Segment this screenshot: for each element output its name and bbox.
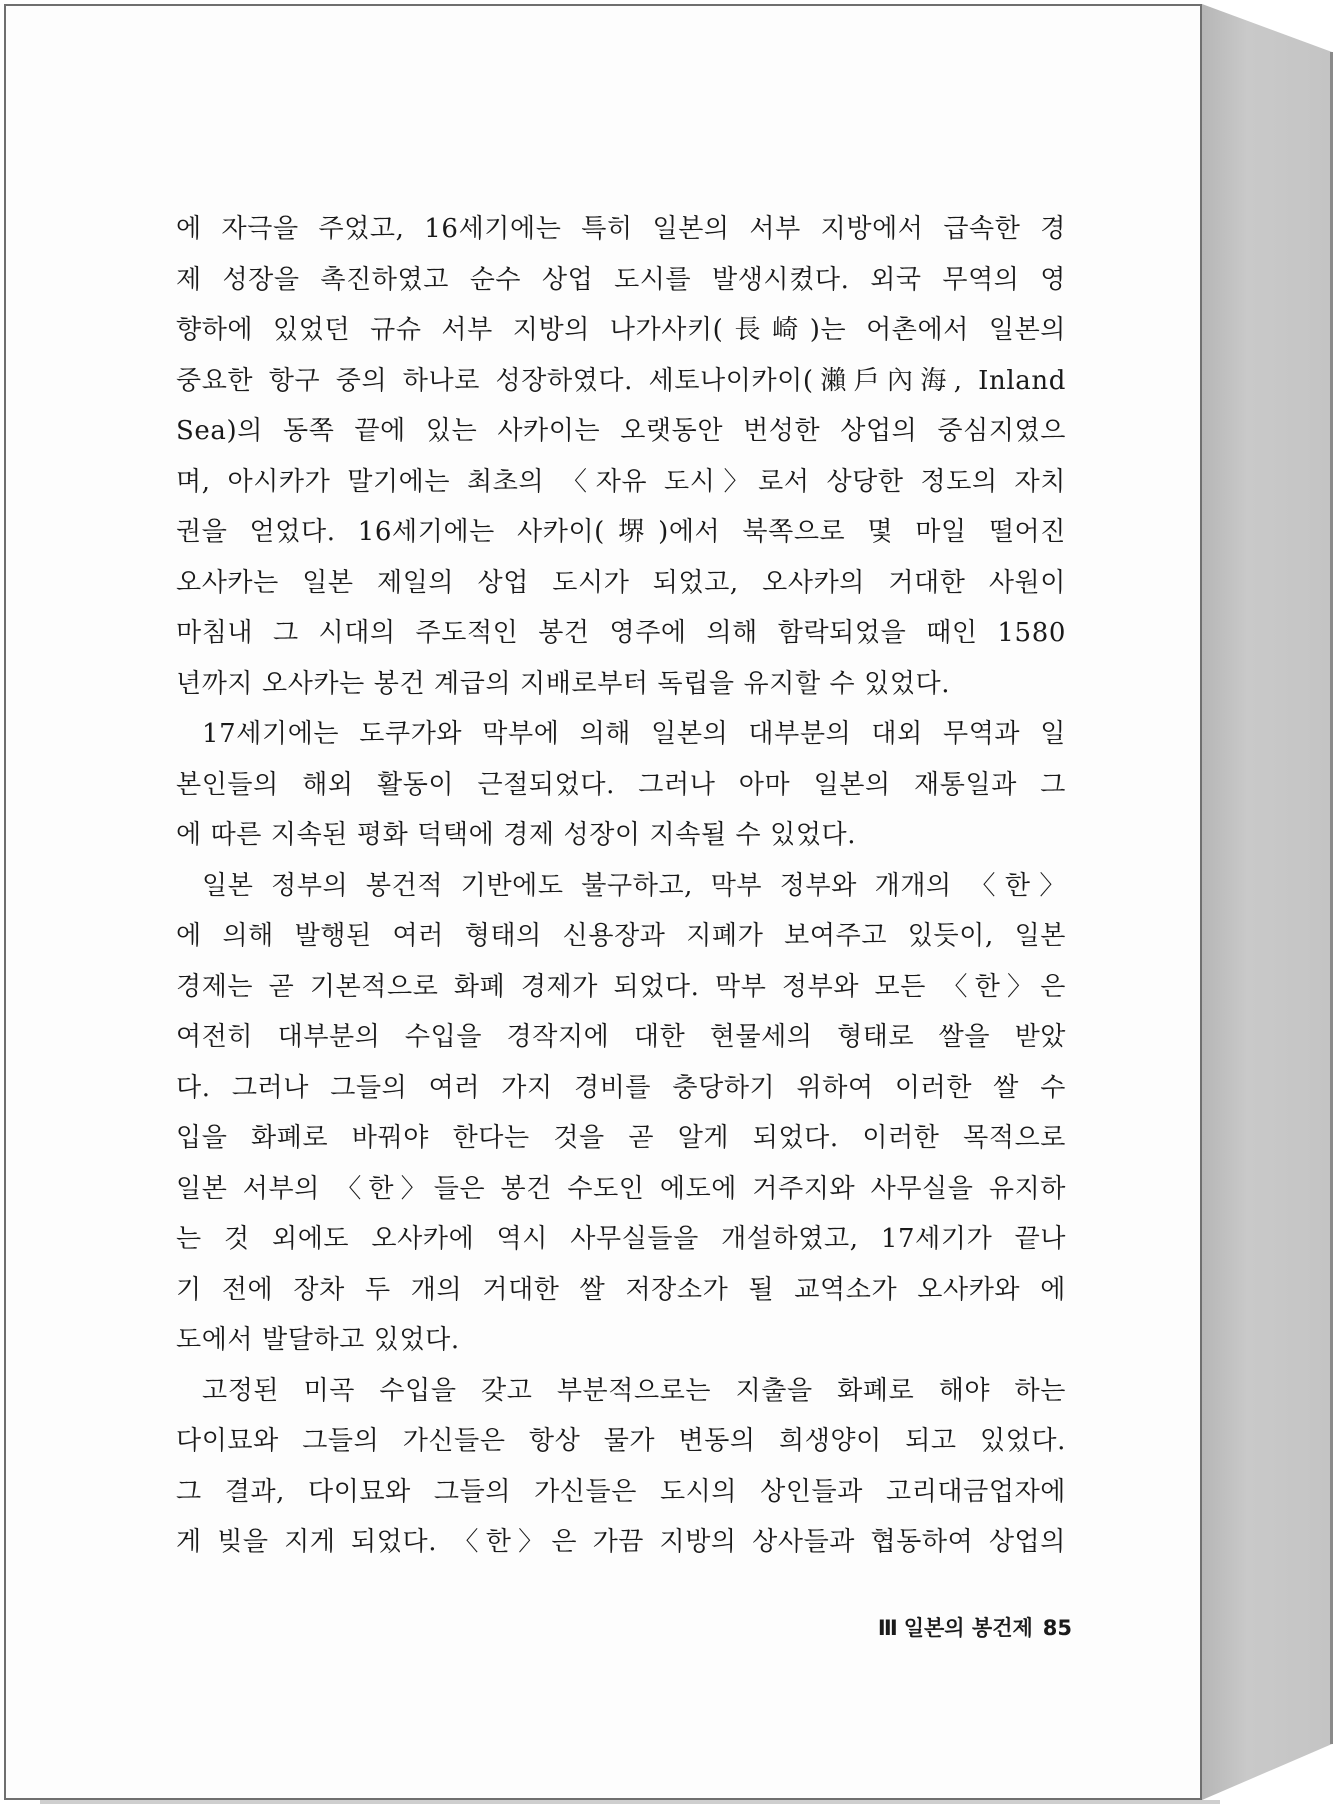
text-line: 일본 정부의 봉건적 기반에도 불구하고, 막부 정부와 개개의 〈한〉 (202, 870, 1066, 901)
text-line: 중요한 항구 중의 하나로 성장하였다. 세토나이카이(瀨戶內海, Inland (176, 365, 1066, 396)
text-line: 고정된 미곡 수입을 갖고 부분적으로는 지출을 화폐로 해야 하는 (202, 1375, 1066, 1406)
text-line: 일본 서부의 〈한〉들은 봉건 수도인 에도에 거주지와 사무실을 유지하 (176, 1173, 1066, 1204)
page-bottom-shadow (40, 1800, 1220, 1804)
text-line: 는 것 외에도 오사카에 역시 사무실들을 개설하였고, 17세기가 끝나 (176, 1224, 1066, 1254)
text-line: 권을 얻었다. 16세기에는 사카이(堺)에서 북쪽으로 몇 마일 떨어진 (176, 517, 1066, 547)
text-line: 게 빚을 지게 되었다. 〈한〉은 가끔 지방의 상사들과 협동하여 상업의 (176, 1527, 1066, 1557)
chapter-title: 일본의 봉건제 (903, 1616, 1033, 1640)
text-line: 향하에 있었던 규슈 서부 지방의 나가사키(長崎)는 어촌에서 일본의 (176, 315, 1066, 345)
text-line: 다이묘와 그들의 가신들은 항상 물가 변동의 희생양이 되고 있었다. (176, 1426, 1066, 1456)
text-line: 그 결과, 다이묘와 그들의 가신들은 도시의 상인들과 고리대금업자에 (176, 1476, 1066, 1507)
text-line: Sea)의 동쪽 끝에 있는 사카이는 오랫동안 번성한 상업의 중심지였으 (176, 416, 1066, 446)
text-line: 년까지 오사카는 봉건 계급의 지배로부터 독립을 유지할 수 있었다. (176, 668, 951, 699)
text-line: 도에서 발달하고 있었다. (176, 1325, 460, 1355)
text-line: 여전히 대부분의 수입을 경작지에 대한 현물세의 형태로 쌀을 받았 (176, 1022, 1066, 1052)
text-line: 에 따른 지속된 평화 덕택에 경제 성장이 지속될 수 있었다. (176, 820, 857, 850)
text-line: 기 전에 장차 두 개의 거대한 쌀 저장소가 될 교역소가 오사카와 에 (176, 1274, 1066, 1305)
text-line: 에 의해 발행된 여러 형태의 신용장과 지폐가 보여주고 있듯이, 일본 (176, 921, 1066, 951)
text-line: 17세기에는 도쿠가와 막부에 의해 일본의 대부분의 대외 무역과 일 (202, 719, 1066, 749)
text-line: 경제는 곧 기본적으로 화폐 경제가 되었다. 막부 정부와 모든 〈한〉은 (176, 971, 1066, 1002)
text-line: 에 자극을 주었고, 16세기에는 특히 일본의 서부 지방에서 급속한 경 (176, 214, 1066, 244)
text-line: 제 성장을 촉진하였고 순수 상업 도시를 발생시켰다. 외국 무역의 영 (176, 264, 1066, 295)
chapter-numeral: Ⅲ (877, 1616, 898, 1640)
body-text (176, 204, 1066, 1568)
text-line: 마침내 그 시대의 주도적인 봉건 영주에 의해 함락되었을 때인 1580 (176, 618, 1066, 648)
text-line: 오사카는 일본 제일의 상업 도시가 되었고, 오사카의 거대한 사원이 (176, 567, 1066, 598)
text-line: 다. 그러나 그들의 여러 가지 경비를 충당하기 위하여 이러한 쌀 수 (176, 1072, 1066, 1103)
text-line: 본인들의 해외 활동이 근절되었다. 그러나 아마 일본의 재통일과 그 (176, 769, 1066, 800)
text-line: 입을 화폐로 바꿔야 한다는 것을 곧 알게 되었다. 이러한 목적으로 (176, 1123, 1066, 1153)
text-line: 며, 아시카가 말기에는 최초의 〈자유 도시〉로서 상당한 정도의 자치 (176, 466, 1066, 497)
page-edge-thickness (1202, 4, 1332, 1800)
page-edge-outline (1330, 52, 1333, 1744)
page-number: 85 (1042, 1616, 1072, 1640)
running-footer (830, 1612, 1072, 1642)
